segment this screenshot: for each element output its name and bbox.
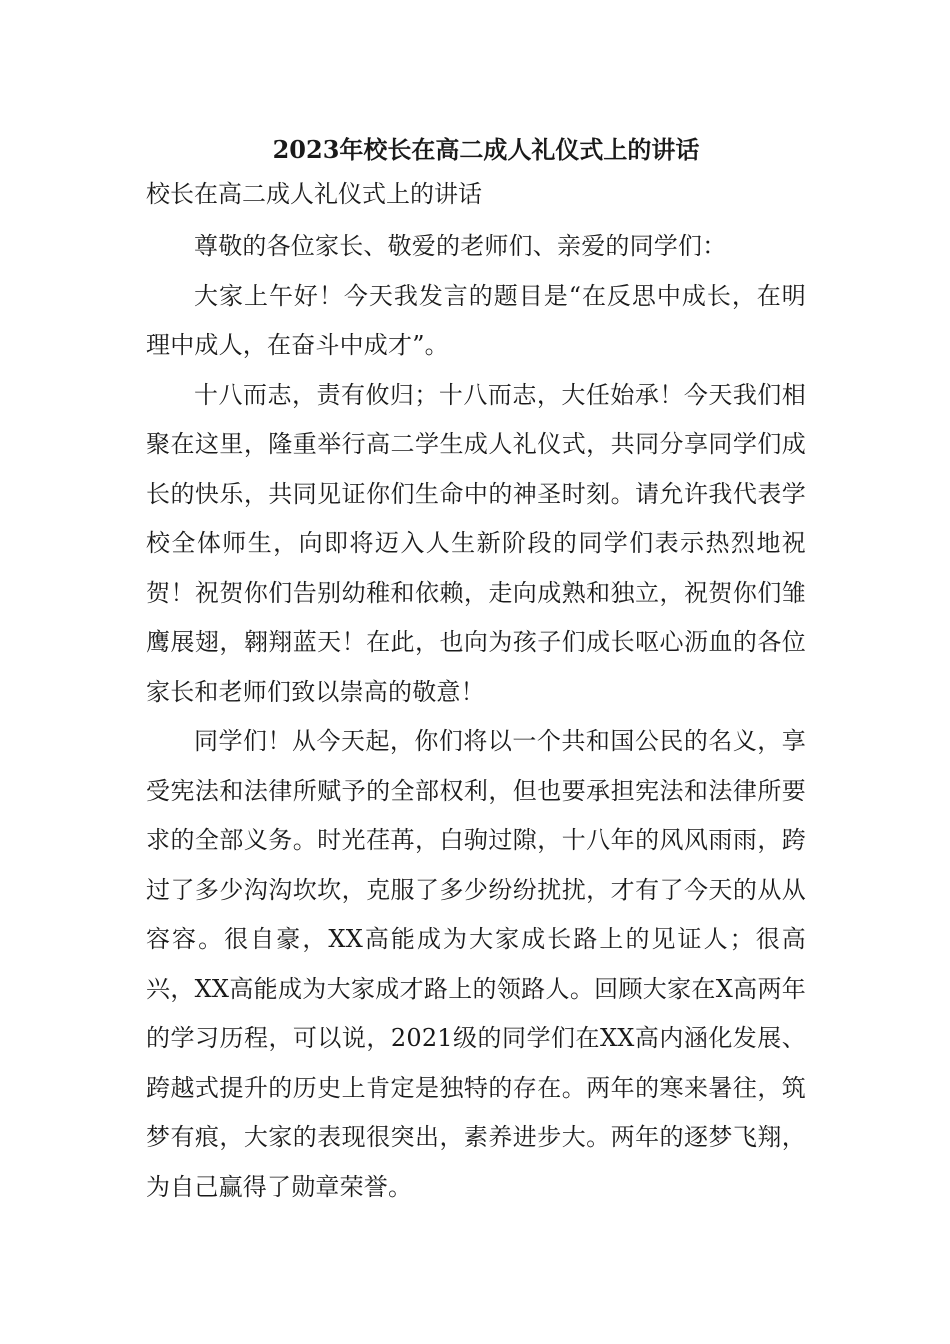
paragraph-responsibility: 同学们！从今天起，你们将以一个共和国公民的名义，享受宪法和法律所赋予的全部权利，但也要承担宪法和法律所要求的全部义务。时光荏苒，白驹过隙，十八年的风风雨雨，跨过了多少沟沟坎坎，克服了多少纷纷扰扰，才有了今天的从从容容。很自豪，XX高能成为大家成长路上的见证人；很高兴，XX高能成为大家成才路上的领路人。回顾大家在X高两年的学习历程，可以说，2021级的同学们在XX高内涵化发展、跨越式提升的历史上肯定是独特的存在。两年的寒来暑往，筑梦有痕，大家的表现很突出，素养进步大。两年的逐梦飞翔，为自己赢得了勋章荣誉。 bbox=[146, 727, 806, 1201]
paragraph-greeting: 尊敬的各位家长、敬爱的老师们、亲爱的同学们： bbox=[194, 232, 727, 260]
document-page bbox=[146, 128, 806, 1212]
paragraph-topic: 大家上午好！今天我发言的题目是“在反思中成长，在明理中成人，在奋斗中成才”。 bbox=[146, 281, 806, 359]
paragraph-congratulations: 十八而志，责有攸归；十八而志，大任始承！今天我们相聚在这里，隆重举行高二学生成人礼仪式，共同分享同学们成长的快乐，共同见证你们生命中的神圣时刻。请允许我代表学校全体师生，向即将迈入人生新阶段的同学们表示热烈地祝贺！祝贺你们告别幼稚和依赖，走向成熟和独立，祝贺你们雏鹰展翅，翱翔蓝天！在此，也向为孩子们成长呕心沥血的各位家长和老师们致以崇高的敬意！ bbox=[146, 380, 806, 706]
document-subtitle: 校长在高二成人礼仪式上的讲话 bbox=[146, 180, 482, 208]
document-title: 2023年校长在高二成人礼仪式上的讲话 bbox=[272, 135, 700, 164]
